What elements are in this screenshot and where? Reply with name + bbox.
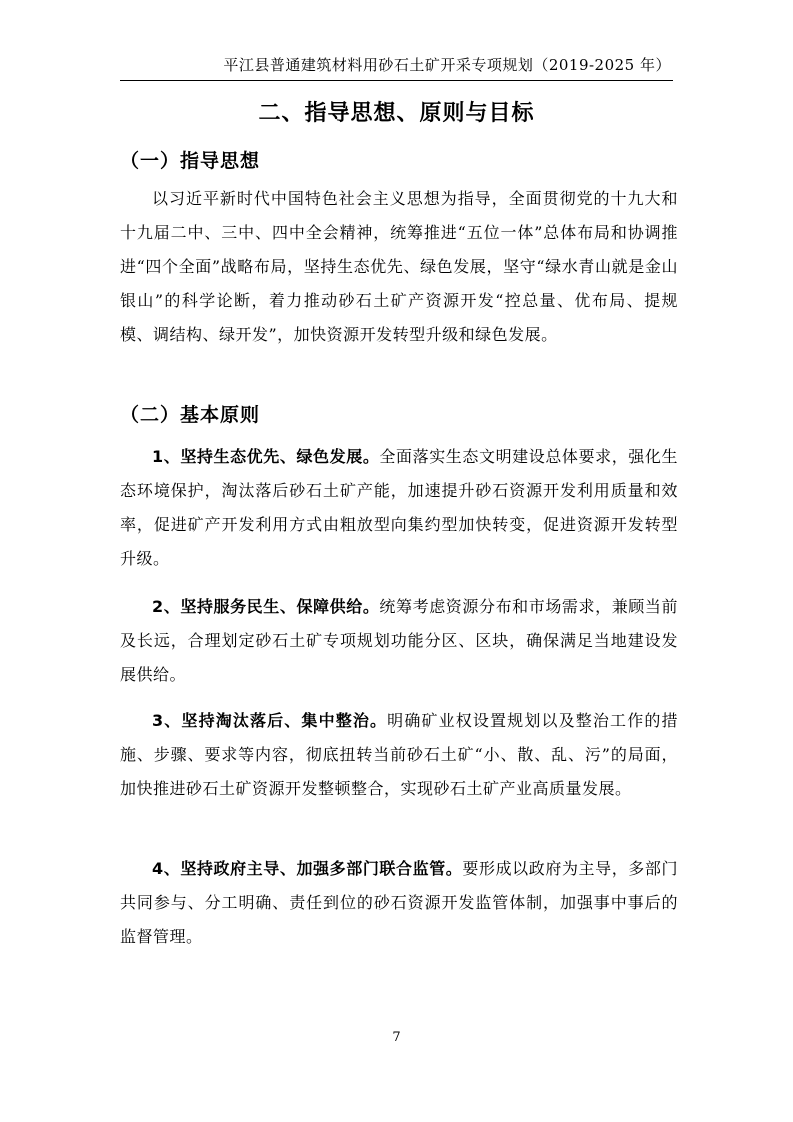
principle-text-2: 统筹考虑资源分布和市场需求，兼顾当前及长远，合理划定砂石土矿专项规划功能分区、区块，确保满足当地建设发展供给。: [120, 597, 678, 684]
principle-lead-1: 1、坚持生态优先、绿色发展。: [152, 447, 380, 466]
principle-paragraph-1: [120, 440, 678, 576]
principle-text-1: 全面落实生态文明建设总体要求，强化生态环境保护，淘汰落后砂石土矿产能，加速提升砂石资源开发利用质量和效率，促进矿产开发利用方式由粗放型向集约型加快转变，促进资源开发转型升级。: [120, 447, 678, 568]
section-heading-guiding-ideology: （一）指导思想: [120, 150, 261, 172]
page-number: 7: [392, 1030, 401, 1045]
principle-lead-4: 4、坚持政府主导、加强多部门联合监管。: [152, 859, 463, 878]
principle-text-4: 要形成以政府为主导，多部门共同参与、分工明确、责任到位的砂石资源开发监管体制，加强事中事后的监督管理。: [120, 859, 678, 946]
principle-paragraph-3: [120, 704, 678, 806]
principle-lead-2: 2、坚持服务民生、保障供给。: [152, 597, 380, 616]
principle-paragraph-4: [120, 852, 678, 954]
section-heading-basic-principles: （二）基本原则: [120, 404, 261, 426]
header-title: 平江县普通建筑材料用砂石土矿开采专项规划（2019-2025 年）: [223, 56, 671, 74]
principle-lead-3: 3、坚持淘汰落后、集中整治。: [152, 711, 388, 730]
running-header: [120, 52, 673, 81]
chapter-title: 二、指导思想、原则与目标: [258, 101, 535, 126]
principle-text-3: 明确矿业权设置规划以及整治工作的措施、步骤、要求等内容，彻底扭转当前砂石土矿“小、散、乱、污”的局面，加快推进砂石土矿资源开发整顿整合，实现砂石土矿产业高质量发展。: [120, 711, 678, 798]
guiding-ideology-paragraph: 以习近平新时代中国特色社会主义思想为指导，全面贯彻党的十九大和十九届二中、三中、四中全会精神，统筹推进“五位一体”总体布局和协调推进“四个全面”战略布局，坚持生态优先、绿色发展，坚守“绿水青山就是金山银山”的科学论断，着力推动砂石土矿产资源开发“控总量、优布局、提规模、调结构、绿开发”，加快资源开发转型升级和绿色发展。: [120, 189, 678, 344]
principle-paragraph-2: [120, 590, 678, 692]
